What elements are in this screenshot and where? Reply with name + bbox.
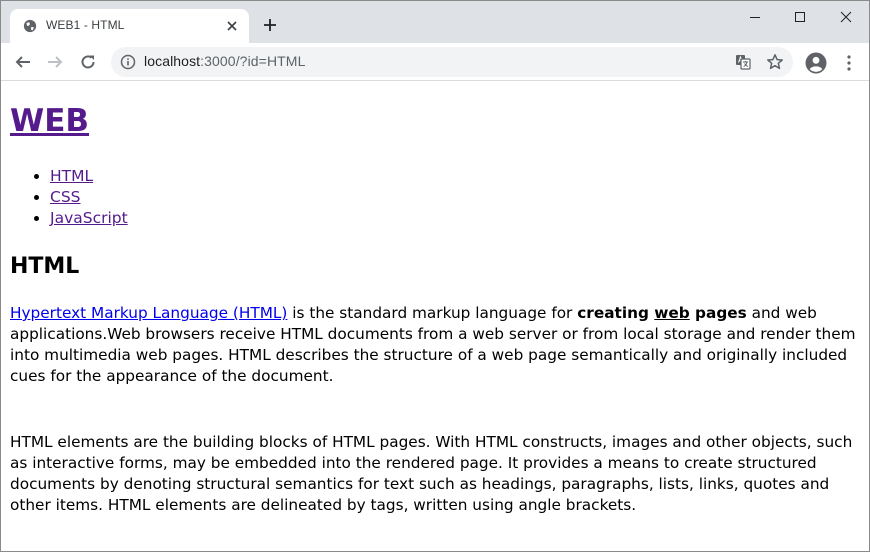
bold-phrase	[577, 304, 747, 322]
tab-title: WEB1 - HTML	[46, 18, 125, 32]
tab-strip	[1, 1, 869, 43]
nav-item-html	[50, 166, 128, 187]
page-content	[1, 81, 869, 551]
maximize-icon[interactable]	[793, 10, 807, 24]
url-text[interactable]	[144, 53, 305, 69]
url-host: localhost	[144, 53, 201, 69]
html-wiki-link[interactable]: Hypertext Markup Language (HTML)	[10, 304, 288, 322]
more-menu-icon[interactable]	[841, 54, 857, 72]
url-path: :3000/?id=HTML	[200, 53, 306, 69]
forward-arrow-icon[interactable]	[46, 53, 64, 71]
intro-paragraph	[10, 303, 862, 387]
para1-text-a: is the standard markup language for	[287, 304, 578, 322]
star-icon[interactable]	[766, 53, 784, 71]
nav-link-javascript[interactable]: JavaScript	[50, 209, 128, 227]
elements-paragraph: HTML elements are the building blocks of HTML pages. With HTML constructs, images and other objects, such as interactive forms, may be embedded into the rendered page. It provides a means to create structured documents by denoting structural semantics for text such as headings, paragraphs, lists, links, quotes and other items. HTML elements are delineated by tags, written using angle brackets.	[10, 433, 853, 514]
close-icon[interactable]	[226, 20, 238, 32]
bold-text-2: pages	[689, 304, 747, 322]
minimize-icon[interactable]	[748, 10, 762, 24]
nav-link-css[interactable]: CSS	[50, 188, 81, 206]
window-close-icon[interactable]	[839, 10, 853, 24]
translate-icon[interactable]	[735, 54, 751, 70]
underlined-bold-word: web	[654, 304, 690, 322]
globe-icon	[23, 19, 37, 33]
page-heading: HTML	[10, 254, 80, 279]
bold-text-1: creating	[577, 304, 655, 322]
back-arrow-icon[interactable]	[14, 53, 32, 71]
reload-icon[interactable]	[79, 53, 97, 71]
browser-toolbar	[1, 43, 869, 81]
topic-nav-list	[10, 166, 128, 229]
para1-text-b: and web applications.Web browsers receive HTML documents from a web server or from local storage and render them into multimedia web pages. HTML describes the structure of a web page semantically and originally included cues for the appearance of the document.	[10, 304, 856, 385]
nav-item-javascript	[50, 208, 128, 229]
site-title-link[interactable]: WEB	[10, 103, 89, 139]
tab-active[interactable]	[10, 9, 249, 43]
site-title	[10, 103, 89, 140]
nav-link-html[interactable]: HTML	[50, 167, 94, 185]
new-tab-icon[interactable]	[263, 18, 277, 32]
profile-avatar-icon[interactable]	[805, 52, 827, 74]
info-icon[interactable]	[120, 54, 136, 70]
nav-item-css	[50, 187, 128, 208]
address-bar[interactable]	[111, 47, 793, 77]
